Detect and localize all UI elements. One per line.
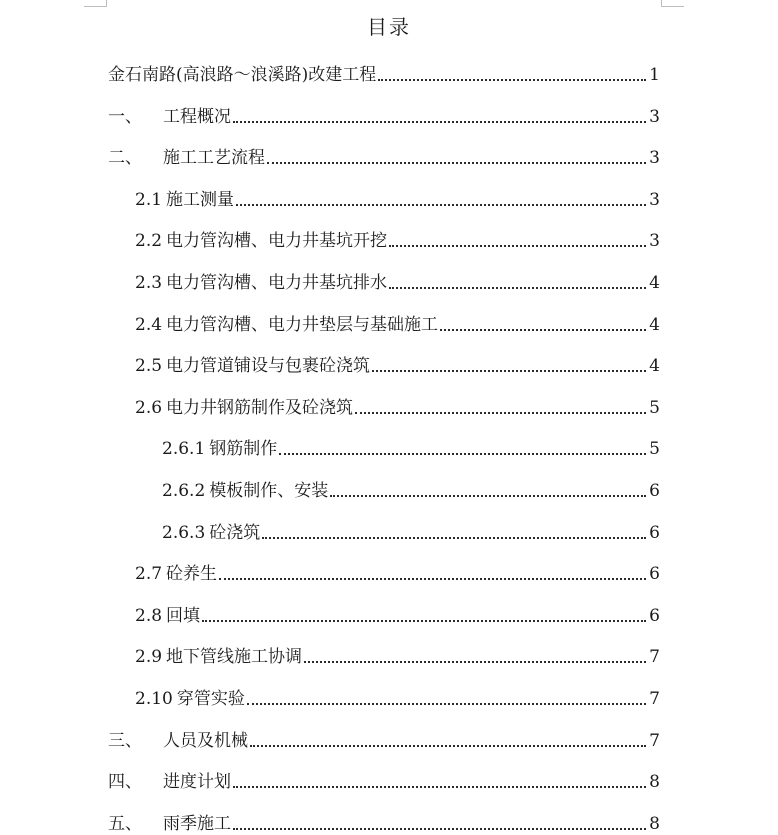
toc-entry-page-number: 4 bbox=[649, 273, 660, 293]
toc-entry-title: 电力井钢筋制作及砼浇筑 bbox=[166, 397, 354, 418]
toc-entry-title: 钢筋制作 bbox=[209, 439, 278, 460]
toc-entry-number: 2.3 bbox=[135, 273, 163, 293]
toc-dot-leader bbox=[279, 453, 646, 455]
toc-dot-leader bbox=[378, 79, 646, 81]
toc-entry-title: 施工测量 bbox=[166, 189, 235, 210]
toc-entry-page-number: 7 bbox=[649, 730, 660, 751]
toc-entry-number: 2.9 bbox=[135, 647, 163, 668]
toc-entry[interactable] bbox=[135, 638, 660, 668]
toc-entry[interactable] bbox=[135, 389, 660, 419]
toc-entry-title: 电力管沟槽、电力井基坑开挖 bbox=[166, 231, 388, 252]
toc-dot-leader bbox=[440, 329, 646, 331]
toc-dot-leader bbox=[250, 745, 646, 747]
toc-entry[interactable] bbox=[135, 306, 660, 336]
toc-dot-leader bbox=[304, 661, 646, 663]
toc-entry-title: 进度计划 bbox=[163, 772, 231, 793]
toc-entry[interactable] bbox=[108, 98, 660, 128]
toc-entry[interactable] bbox=[135, 680, 660, 710]
toc-entry-title: 砼浇筑 bbox=[209, 522, 261, 543]
toc-entry-page-number: 8 bbox=[649, 813, 660, 834]
toc-entry[interactable] bbox=[135, 597, 660, 627]
toc-entry-title: 砼养生 bbox=[166, 564, 218, 585]
toc-entry-number: 2.1 bbox=[135, 189, 163, 210]
toc-entry[interactable] bbox=[135, 222, 660, 252]
toc-entry[interactable] bbox=[108, 722, 660, 752]
toc-entry-title: 工程概况 bbox=[163, 106, 231, 127]
toc-entry-page-number: 6 bbox=[649, 564, 660, 585]
toc-entry-number: 二、 bbox=[108, 148, 142, 169]
toc-entry-title: 穿管实验 bbox=[176, 689, 245, 709]
toc-entry-page-number: 4 bbox=[649, 356, 660, 377]
toc-dot-leader bbox=[233, 786, 646, 788]
toc-entry-page-number: 6 bbox=[649, 481, 660, 501]
toc-entry-page-number: 6 bbox=[649, 605, 660, 626]
toc-entry-page-number: 3 bbox=[649, 189, 660, 210]
toc-dot-leader bbox=[267, 162, 646, 164]
toc-dot-leader bbox=[330, 495, 646, 497]
toc-entry-title: 电力管道铺设与包裹砼浇筑 bbox=[166, 356, 371, 377]
toc-entry-number: 2.6 bbox=[135, 397, 163, 418]
toc-entry-title: 雨季施工 bbox=[163, 813, 231, 834]
toc-dot-leader bbox=[233, 121, 646, 123]
toc-entry[interactable] bbox=[108, 56, 660, 86]
toc-entry-page-number: 3 bbox=[649, 148, 660, 169]
toc-entry-number: 2.7 bbox=[135, 564, 163, 585]
toc-dot-leader bbox=[233, 828, 646, 830]
toc-entry-title: 地下管线施工协调 bbox=[166, 647, 303, 668]
toc-entry[interactable] bbox=[108, 139, 660, 169]
toc-entry[interactable] bbox=[162, 472, 660, 502]
toc-dot-leader bbox=[219, 578, 646, 580]
toc-entry-page-number: 4 bbox=[649, 314, 660, 335]
toc-dot-leader bbox=[372, 370, 646, 372]
toc-entry-title: 金石南路(高浪路～浪溪路)改建工程 bbox=[108, 65, 377, 85]
toc-entry-number: 2.6.1 bbox=[162, 439, 206, 460]
toc-entry-title: 电力管沟槽、电力井基坑排水 bbox=[166, 273, 388, 293]
toc-dot-leader bbox=[389, 287, 646, 289]
toc-entry-title: 电力管沟槽、电力井垫层与基础施工 bbox=[166, 314, 439, 335]
toc-entry-page-number: 7 bbox=[649, 689, 660, 709]
toc-entry-page-number: 5 bbox=[649, 397, 660, 418]
page-corner-mark-right bbox=[661, 0, 684, 7]
toc-entry-title: 施工工艺流程 bbox=[163, 148, 265, 169]
toc-entry[interactable] bbox=[108, 805, 660, 835]
toc-entry-number: 2.6.3 bbox=[162, 522, 206, 543]
toc-entry-number: 四、 bbox=[108, 772, 142, 793]
toc-entry[interactable] bbox=[162, 430, 660, 460]
toc-dot-leader bbox=[236, 204, 646, 206]
toc-entry-number: 2.4 bbox=[135, 314, 163, 335]
toc-entry[interactable] bbox=[108, 763, 660, 793]
toc-entry[interactable] bbox=[135, 264, 660, 294]
toc-entry[interactable] bbox=[162, 514, 660, 544]
page-corner-mark-left bbox=[84, 0, 107, 7]
toc-entry-page-number: 6 bbox=[649, 522, 660, 543]
toc-entry-title: 人员及机械 bbox=[163, 730, 248, 751]
toc-entry-number: 2.6.2 bbox=[162, 481, 206, 501]
toc-entry-page-number: 3 bbox=[649, 231, 660, 252]
toc-entry-number: 2.2 bbox=[135, 231, 163, 252]
toc-entry-page-number: 1 bbox=[649, 65, 660, 85]
toc-dot-leader bbox=[202, 620, 646, 622]
toc-entry[interactable] bbox=[135, 181, 660, 211]
toc-entry-page-number: 7 bbox=[649, 647, 660, 668]
toc-entry-page-number: 5 bbox=[649, 439, 660, 460]
toc-entry-number: 2.10 bbox=[135, 689, 173, 709]
toc-entry-number: 一、 bbox=[108, 106, 142, 127]
toc-entry-number: 五、 bbox=[108, 813, 142, 834]
toc-entry-title: 模板制作、安装 bbox=[209, 481, 329, 501]
toc-entry-number: 2.8 bbox=[135, 605, 163, 626]
toc-entry-number: 三、 bbox=[108, 730, 142, 751]
toc-entry-number: 2.5 bbox=[135, 356, 163, 377]
toc-entry[interactable] bbox=[135, 555, 660, 585]
toc-entry-page-number: 3 bbox=[649, 106, 660, 127]
toc-entry[interactable] bbox=[135, 347, 660, 377]
toc-dot-leader bbox=[247, 703, 646, 705]
toc-dot-leader bbox=[262, 537, 646, 539]
toc-entry-title: 回填 bbox=[166, 605, 201, 626]
toc-dot-leader bbox=[355, 412, 646, 414]
toc-title: 目录 bbox=[367, 15, 411, 39]
toc-entry-page-number: 8 bbox=[649, 772, 660, 793]
toc-dot-leader bbox=[389, 245, 646, 247]
